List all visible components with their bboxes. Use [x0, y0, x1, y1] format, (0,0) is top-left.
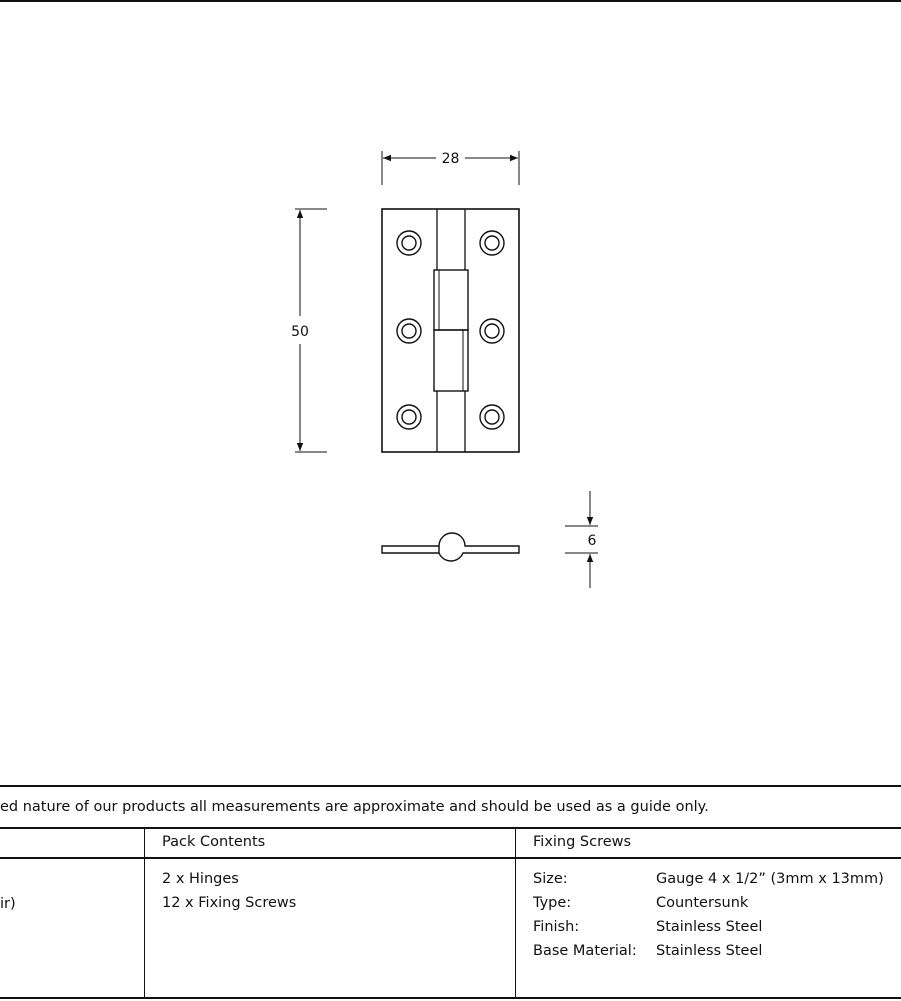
height-dimension-label: 50 [291, 324, 309, 340]
table-rule [0, 857, 901, 859]
pack-contents-header: Pack Contents [162, 834, 266, 850]
pack-item: 2 x Hinges [162, 871, 239, 887]
column-divider [515, 828, 516, 998]
table-bottom-rule [0, 997, 901, 999]
product-cell-fragment: ir) [0, 896, 16, 912]
thickness-dimension-label: 6 [587, 533, 597, 549]
specification-table [0, 785, 901, 1001]
disclaimer-text: ed nature of our products all measurements are approximate and should be used as a guide only. [0, 799, 709, 815]
width-dimension-label: 28 [441, 151, 460, 167]
screw-spec-value: Stainless Steel [656, 943, 763, 959]
fixing-screws-header: Fixing Screws [533, 834, 632, 850]
pack-item: 12 x Fixing Screws [162, 895, 297, 911]
table-top-rule [0, 785, 901, 787]
screw-spec-value: Stainless Steel [656, 919, 763, 935]
column-divider [144, 828, 145, 998]
screw-spec-value: Countersunk [656, 895, 749, 911]
hinge-side-view [382, 533, 519, 561]
screw-spec-value: Gauge 4 x 1/2” (3mm x 13mm) [656, 871, 884, 887]
screw-spec-label: Finish: [533, 919, 580, 935]
screw-spec-label: Base Material: [533, 943, 637, 959]
table-rule [0, 827, 901, 829]
screw-spec-label: Type: [533, 895, 572, 911]
screw-spec-label: Size: [533, 871, 568, 887]
